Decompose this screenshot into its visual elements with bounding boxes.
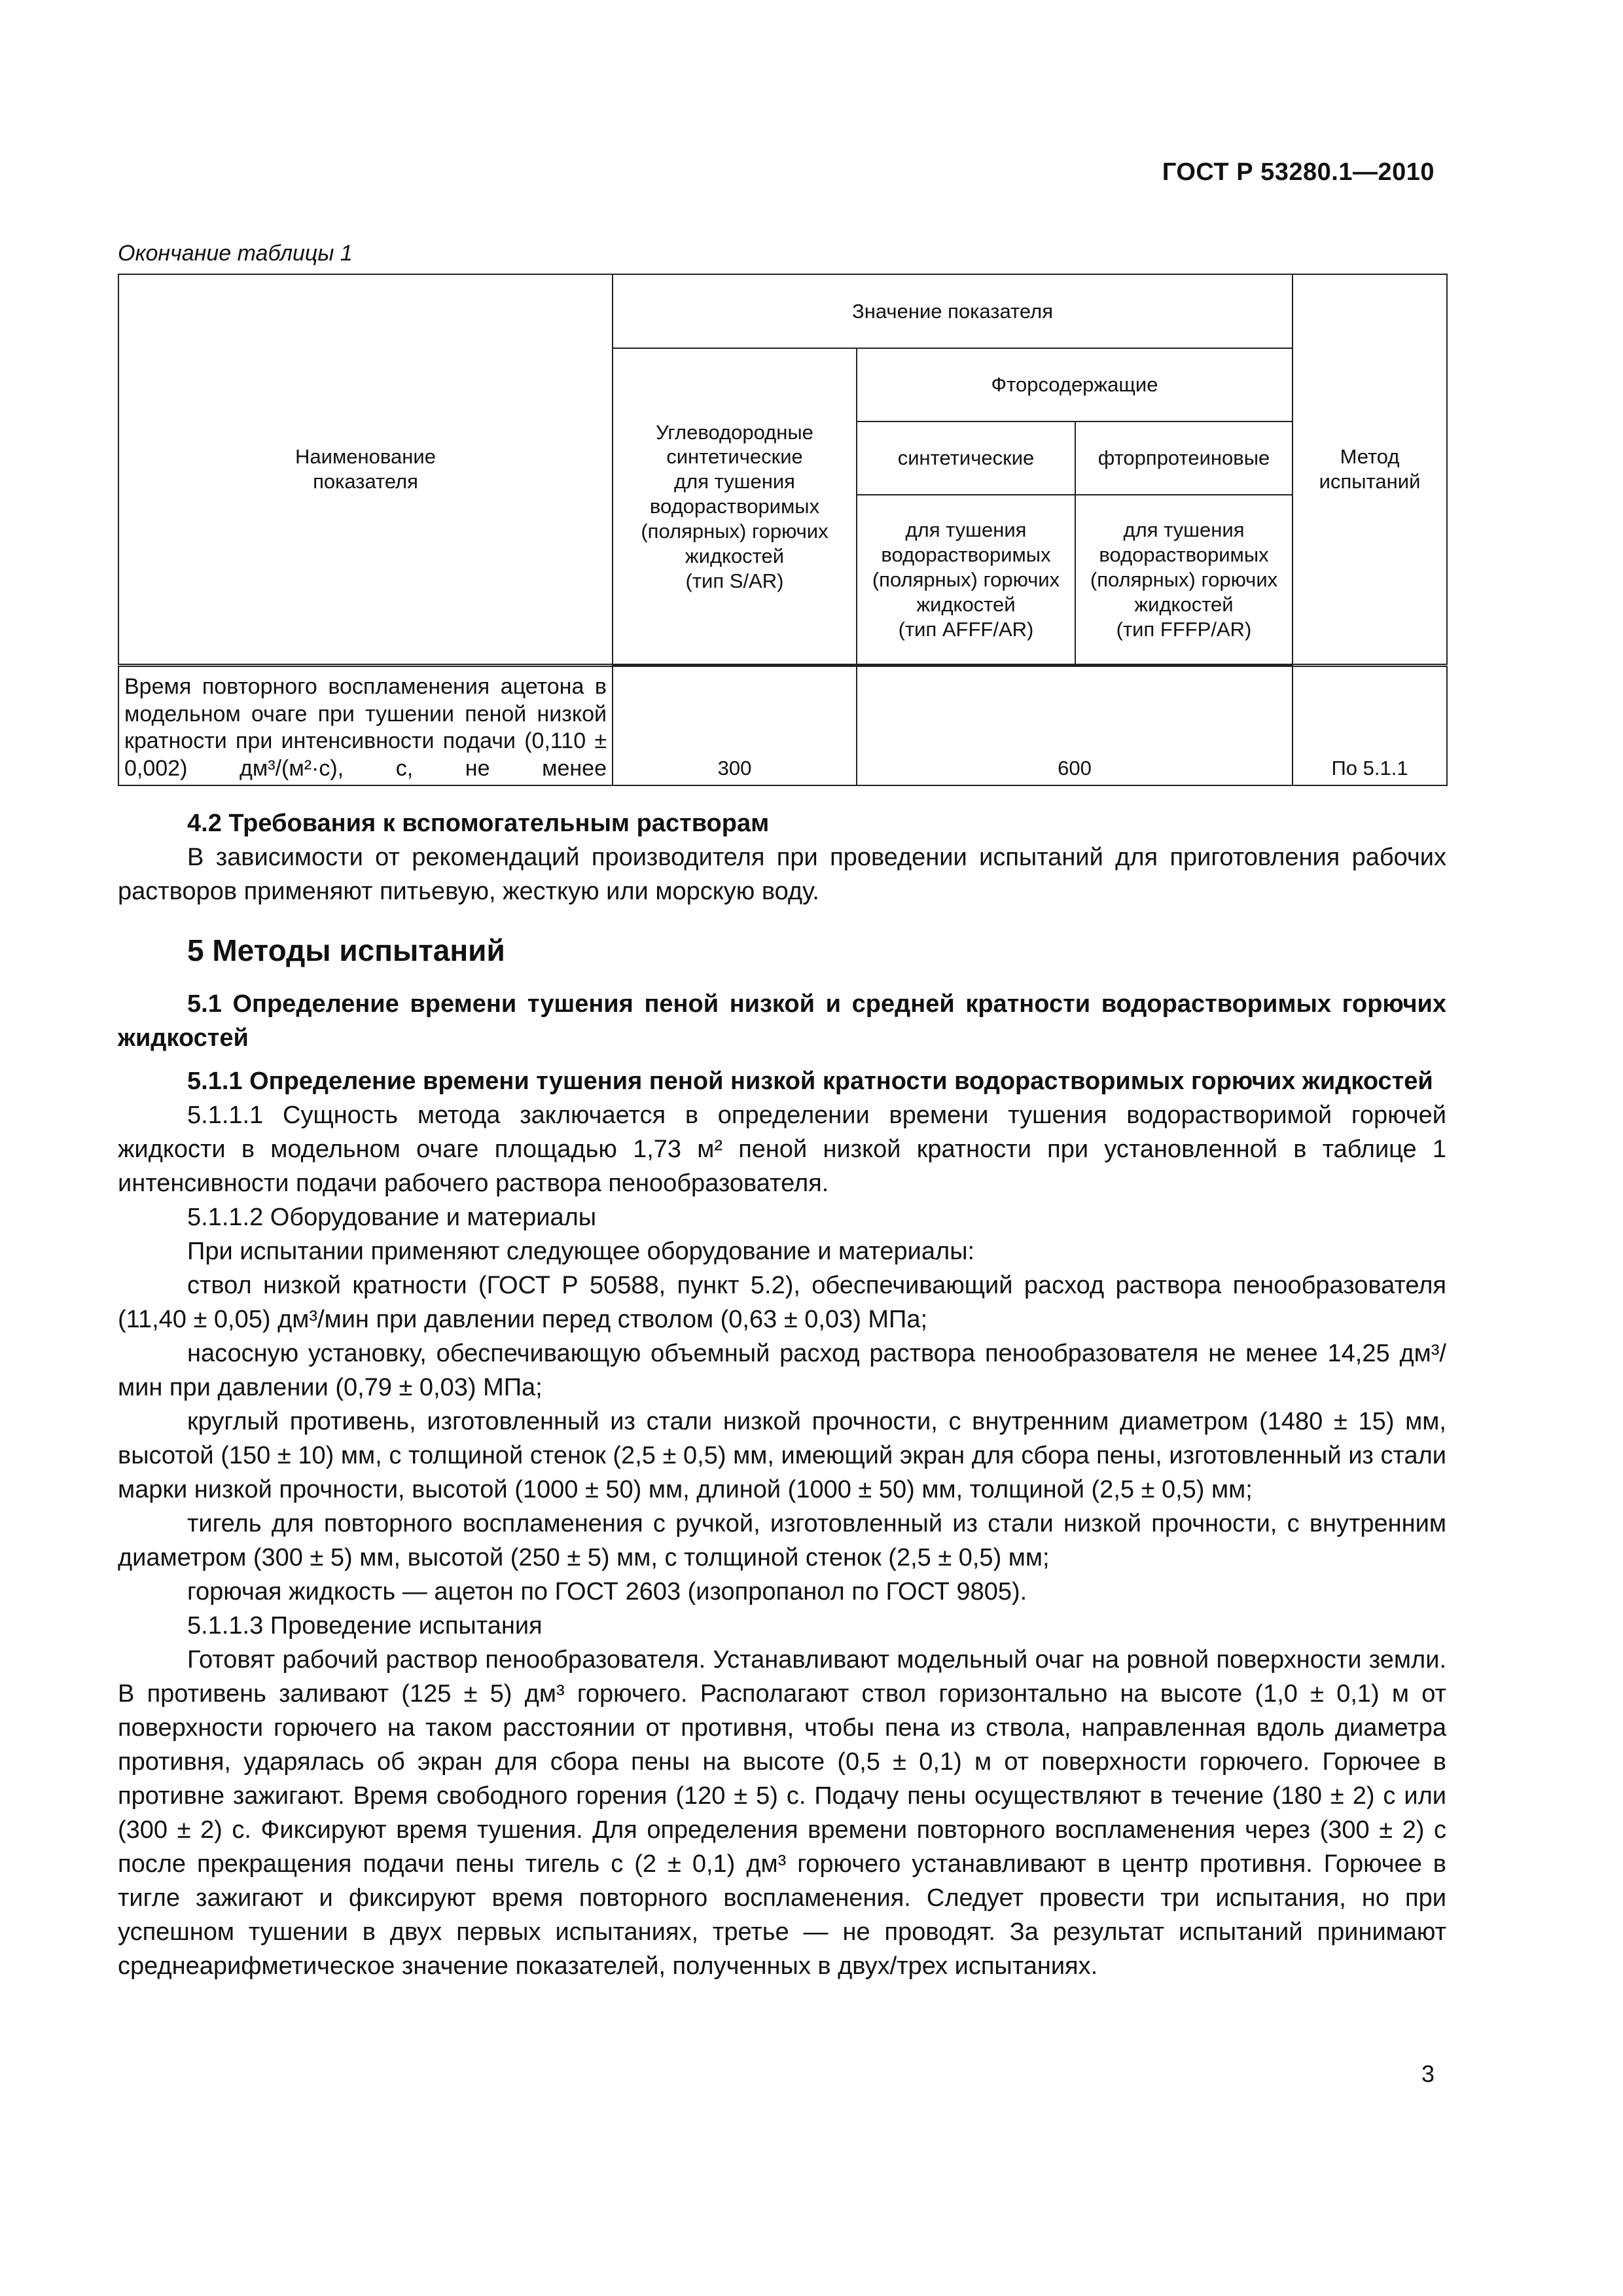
table-caption: Окончание таблицы 1: [118, 241, 353, 266]
header-test-method: Метод испытаний: [1293, 274, 1447, 665]
row-indicator-name: Время повторного воспламенения ацетона в модельном очаге при тушении пеной низкой кратности при интенсивности подачи (0,110 ± 0,002) дм³/(м²·с), с, не менее: [118, 665, 613, 785]
header-synthetic-desc: для тушения водорастворимых (полярных) горючих жидкостей (тип AFFF/AR): [857, 495, 1075, 665]
header-indicator-name: Наименование показателя: [118, 274, 613, 665]
subsection-5-1-title: 5.1 Определение времени тушения пеной низкой и средней кратности водорастворимых горючих жидкостей: [118, 990, 1446, 1052]
paragraph: горючая жидкость — ацетон по ГОСТ 2603 (изопропанол по ГОСТ 9805).: [187, 1578, 1027, 1605]
paragraph: 5.1.1.2 Оборудование и материалы: [187, 1204, 597, 1231]
paragraph: круглый противень, изготовленный из стали низкой прочности, с внутренним диаметром (1480 ± 15) мм, высотой (150 ± 10) мм, с толщиной стенок (2,5 ± 0,5) мм, имеющий экран для сбора пены, изготовленный из стали марки низкой прочности, высотой (1000 ± 50) мм, длиной (1000 ± 50) мм, толщиной (2,5 ± 0,5) мм;: [118, 1408, 1446, 1503]
header-fluoroprotein-desc: для тушения водорастворимых (полярных) горючих жидкостей (тип FFFP/AR): [1075, 495, 1293, 665]
subsection-5-1-1-title: 5.1.1 Определение времени тушения пеной низкой кратности водорастворимых горючих жидкостей: [187, 1067, 1433, 1095]
header-synthetic: синтетические: [857, 422, 1075, 495]
requirements-table: [118, 274, 1448, 786]
section-4-2-title: 4.2 Требования к вспомогательным растворам: [187, 810, 770, 837]
document-body: [118, 806, 1446, 1983]
section-4-2-text: В зависимости от рекомендаций производителя при проведении испытаний для приготовления рабочих растворов применяют питьевую, жесткую или морскую воду.: [118, 844, 1446, 905]
document-code: ГОСТ Р 53280.1—2010: [1162, 158, 1435, 186]
page-number: 3: [1421, 2060, 1435, 2087]
paragraph: насосную установку, обеспечивающую объемный расход раствора пенообразователя не менее 14,25 дм³/мин при давлении (0,79 ± 0,03) МПа;: [118, 1340, 1446, 1401]
row-hydrocarbon-value: 300: [613, 665, 857, 785]
paragraph: 5.1.1.3 Проведение испытания: [187, 1612, 543, 1640]
paragraph: тигель для повторного воспламенения с ручкой, изготовленный из стали низкой прочности, с внутренним диаметром (300 ± 5) мм, высотой (250 ± 5) мм, с толщиной стенок (2,5 ± 0,5) мм;: [118, 1510, 1446, 1571]
paragraph: ствол низкой кратности (ГОСТ Р 50588, пункт 5.2), обеспечивающий расход раствора пенообразователя (11,40 ± 0,05) дм³/мин при давлении перед стволом (0,63 ± 0,03) МПа;: [118, 1272, 1446, 1333]
row-test-method: По 5.1.1: [1293, 665, 1447, 785]
paragraph: Готовят рабочий раствор пенообразователя. Устанавливают модельный очаг на ровной поверхности земли. В противень заливают (125 ± 5) дм³ горючего. Располагают ствол горизонтально на высоте (1,0 ± 0,1) м от поверхности горючего на таком расстоянии от противня, чтобы пена из ствола, направленная вдоль диаметра противня, ударялась об экран для сбора пены на высоте (0,5 ± 0,1) м от поверхности горючего. Горючее в противне зажигают. Время свободного горения (120 ± 5) с. Подачу пены осуществляют в течение (180 ± 2) с или (300 ± 2) с. Фиксируют время тушения. Для определения времени повторного воспламенения через (300 ± 2) с после прекращения подачи пены тигель с (2 ± 0,1) дм³ горючего устанавливают в центр противня. Горючее в тигле зажигают и фиксируют время повторного воспламенения. Следует провести три испытания, но при успешном тушении в двух первых испытаниях, третье — не проводят. За результат испытаний принимают среднеарифметическое значение показателей, полученных в двух/трех испытаниях.: [118, 1646, 1446, 1980]
section-5-title: 5 Методы испытаний: [187, 933, 505, 967]
paragraph: При испытании применяют следующее оборудование и материалы:: [187, 1238, 975, 1265]
header-hydrocarbon: Углеводородные синтетические для тушения водорастворимых (полярных) горючих жидкостей (тип S/AR): [613, 348, 857, 665]
row-fluoro-value: 600: [857, 665, 1293, 785]
paragraph: 5.1.1.1 Сущность метода заключается в определении времени тушения водорастворимой горючей жидкости в модельном очаге площадью 1,73 м² пеной низкой кратности при установленной в таблице 1 интенсивности подачи рабочего раствора пенообразователя.: [118, 1102, 1446, 1197]
header-fluoro-group: Фторсодержащие: [857, 348, 1293, 422]
header-value-group: Значение показателя: [613, 274, 1293, 348]
header-fluoroprotein: фторпротеиновые: [1075, 422, 1293, 495]
